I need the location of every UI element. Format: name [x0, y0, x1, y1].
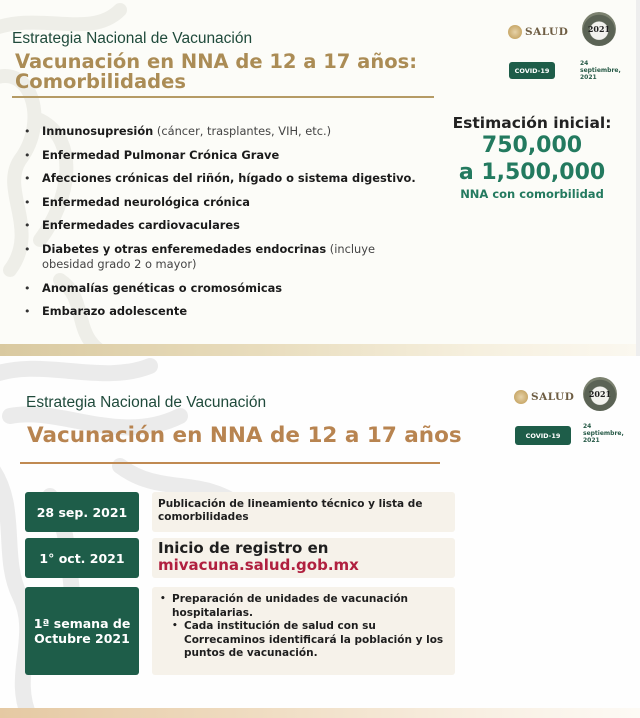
estimate-unit: NNA con comorbilidad [460, 187, 604, 201]
title-line-2: Comorbilidades [15, 70, 186, 94]
timeline-date: 28 sep. 2021 [25, 492, 139, 532]
timeline-description [152, 587, 455, 675]
list-item: • Enfermedad neurológica crónica [24, 195, 424, 210]
timeline-row [25, 538, 455, 578]
comorbidities-list [24, 124, 424, 328]
presentation-date: 24 septiembre, 2021 [580, 60, 621, 81]
salud-logo: SALUD [508, 25, 568, 39]
section-kicker: Estrategia Nacional de Vacunación [12, 30, 253, 47]
slide-title [15, 52, 435, 93]
timeline-row [25, 587, 455, 675]
list-item: • Inmunosupresión (cáncer, trasplantes, VIH, etc.) [24, 124, 424, 139]
title-underline [20, 462, 440, 464]
covid-badge: COVID-19 [515, 426, 571, 445]
gold-footer-band [0, 708, 640, 718]
title-line-1: Vacunación en NNA de 12 a 17 años: [15, 50, 418, 73]
slide-title: Vacunación en NNA de 12 a 17 años [27, 423, 462, 448]
list-item: • Enfermedades cardiovaculares [24, 218, 424, 233]
mexico-2021-logo-icon: 2021 [582, 12, 616, 46]
list-item: • Diabetes y otras enferemedades endocrinas (incluye obesidad grado 2 o mayor) [24, 242, 424, 272]
mexico-2021-logo-icon: 2021 [583, 377, 617, 411]
estimate-label: Estimación inicial: [452, 114, 612, 132]
slide-comorbilidades [0, 0, 640, 356]
timeline-description: Inicio de registro en mivacuna.salud.gob.mx [152, 538, 455, 578]
timeline-row [25, 492, 455, 532]
section-kicker: Estrategia Nacional de Vacunación [26, 394, 267, 411]
list-item: • Enfermedad Pulmonar Crónica Grave [24, 148, 424, 163]
list-item: • Embarazo adolescente [24, 304, 424, 319]
salud-logo: SALUD [514, 390, 574, 404]
registration-link[interactable]: mivacuna.salud.gob.mx [158, 556, 359, 574]
list-item: • Anomalías genéticas o cromosómicas [24, 281, 424, 296]
covid-badge: COVID-19 [509, 62, 555, 79]
estimate-callout [428, 114, 636, 201]
list-item: • Afecciones crónicas del riñón, hígado o sistema digestivo. [24, 171, 424, 186]
timeline-description: Publicación de lineamiento técnico y lista de comorbilidades [152, 492, 455, 532]
presentation-date: 24 septiembre, 2021 [583, 423, 624, 444]
title-underline [12, 96, 434, 98]
sub-bullet-item: • Cada institución de salud con su Correcaminos identificará la población y los puntos de vacunación. [184, 620, 449, 661]
mexico-seal-icon [508, 25, 522, 39]
bullet-item: • Preparación de unidades de vacunación hospitalarias. [172, 593, 449, 620]
mexico-seal-icon [514, 390, 528, 404]
estimate-high: a 1,500,000 [458, 160, 606, 185]
timeline-date: 1ª semana de Octubre 2021 [25, 587, 139, 675]
timeline-date: 1° oct. 2021 [25, 538, 139, 578]
estimate-low: 750,000 [481, 133, 583, 158]
gold-footer-band [0, 344, 640, 356]
